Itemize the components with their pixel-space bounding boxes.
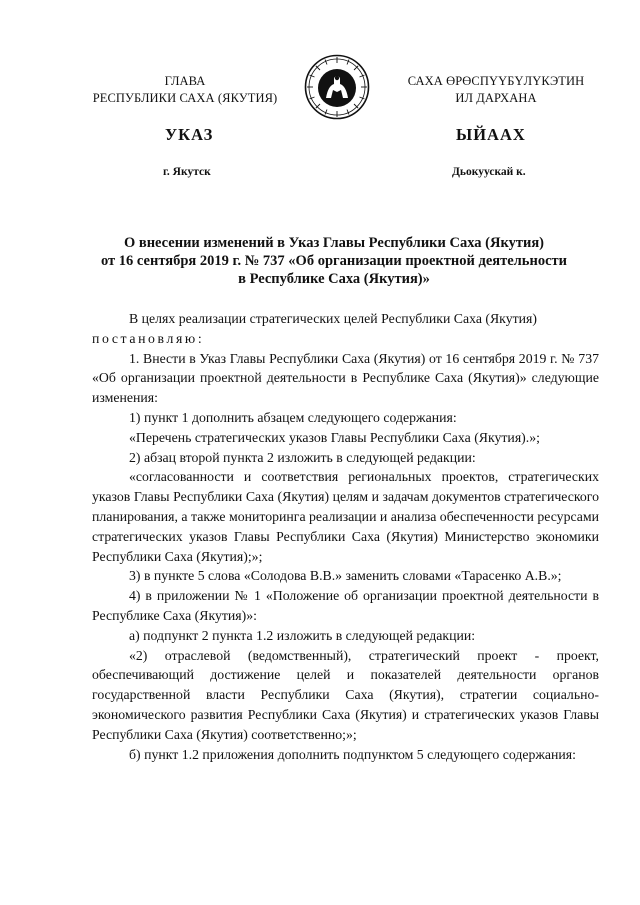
paragraph-subitem-3: 3) в пункте 5 слова «Солодова В.В.» заменить словами «Тарасенко А.В.»;	[129, 568, 562, 584]
paragraph-quote-1: «Перечень стратегических указов Главы Республики Саха (Якутия).»;	[129, 429, 540, 445]
city-sah: Дьокуускай к.	[452, 166, 526, 178]
doc-type-ru: УКАЗ	[165, 125, 214, 144]
paragraph-quote-3: «2) отраслевой (ведомственный), стратегический проект - проект, обеспечивающий достижение целей и показателей деятельности органов государственной власти Республики Саха (Якутия), стратегии социально-экономического развития Республики Саха (Якутия) и стратегических указов Главы Республики Саха (Якутия) соответственно;»;	[92, 647, 599, 742]
paragraph-quote-2: «согласованности и соответствия региональных проектов, стратегических указов Главы Республики Саха (Якутия) целям и задачам документов стратегического планирования, а также мониторинга реализации и анализа обеспеченности ресурсами стратегических указов Главы Республики Саха (Якутия) Министерство экономики Республики Саха (Якутия);»;	[92, 469, 599, 564]
header-left-block	[80, 73, 290, 107]
paragraph-subitem-2: 2) абзац второй пункта 2 изложить в следующей редакции:	[129, 449, 476, 465]
title-line1: О внесении изменений в Указ Главы Республики Саха (Якутия)	[123, 235, 545, 251]
paragraph-preamble: В целях реализации стратегических целей Республики Саха (Якутия)	[129, 311, 537, 326]
paragraph-item-1: 1. Внести в Указ Главы Республики Саха (Якутия) от 16 сентября 2019 г. № 737 «Об организации проектной деятельности в Республике Саха (Якутия)» следующие изменения:	[92, 350, 599, 406]
title-line3: в Республике Саха (Якутия)»	[238, 271, 430, 287]
decree-body	[92, 309, 599, 764]
paragraph-subitem-4: 4) в приложении № 1 «Положение об организации проектной деятельности в Республике Саха (Якутия)»:	[92, 588, 599, 623]
city-ru: г. Якутск	[163, 166, 211, 178]
header-right-block	[386, 73, 606, 107]
title-line2: от 16 сентября 2019 г. № 737 «Об организации проектной деятельности	[101, 253, 567, 269]
doc-type-sah: ЫЙААХ	[456, 125, 526, 144]
paragraph-subitem-b: б) пункт 1.2 приложения дополнить подпунктом 5 следующего содержания:	[129, 746, 576, 762]
paragraph-subitem-1: 1) пункт 1 дополнить абзацем следующего содержания:	[129, 409, 457, 425]
header-right-line1: САХА ӨРӨСПҮҮБҮЛҮКЭТИН	[407, 74, 585, 88]
coat-of-arms-emblem-icon	[304, 54, 370, 120]
paragraph-subitem-a: а) подпункт 2 пункта 1.2 изложить в следующей редакции:	[129, 627, 476, 643]
header-left-line2: РЕСПУБЛИКИ САХА (ЯКУТИЯ)	[92, 91, 278, 105]
header-left-line1: ГЛАВА	[164, 74, 206, 88]
paragraph-resolve: постановляю:	[92, 330, 205, 346]
decree-title	[92, 234, 576, 288]
header-right-line2: ИЛ ДАРХАНА	[455, 91, 537, 105]
